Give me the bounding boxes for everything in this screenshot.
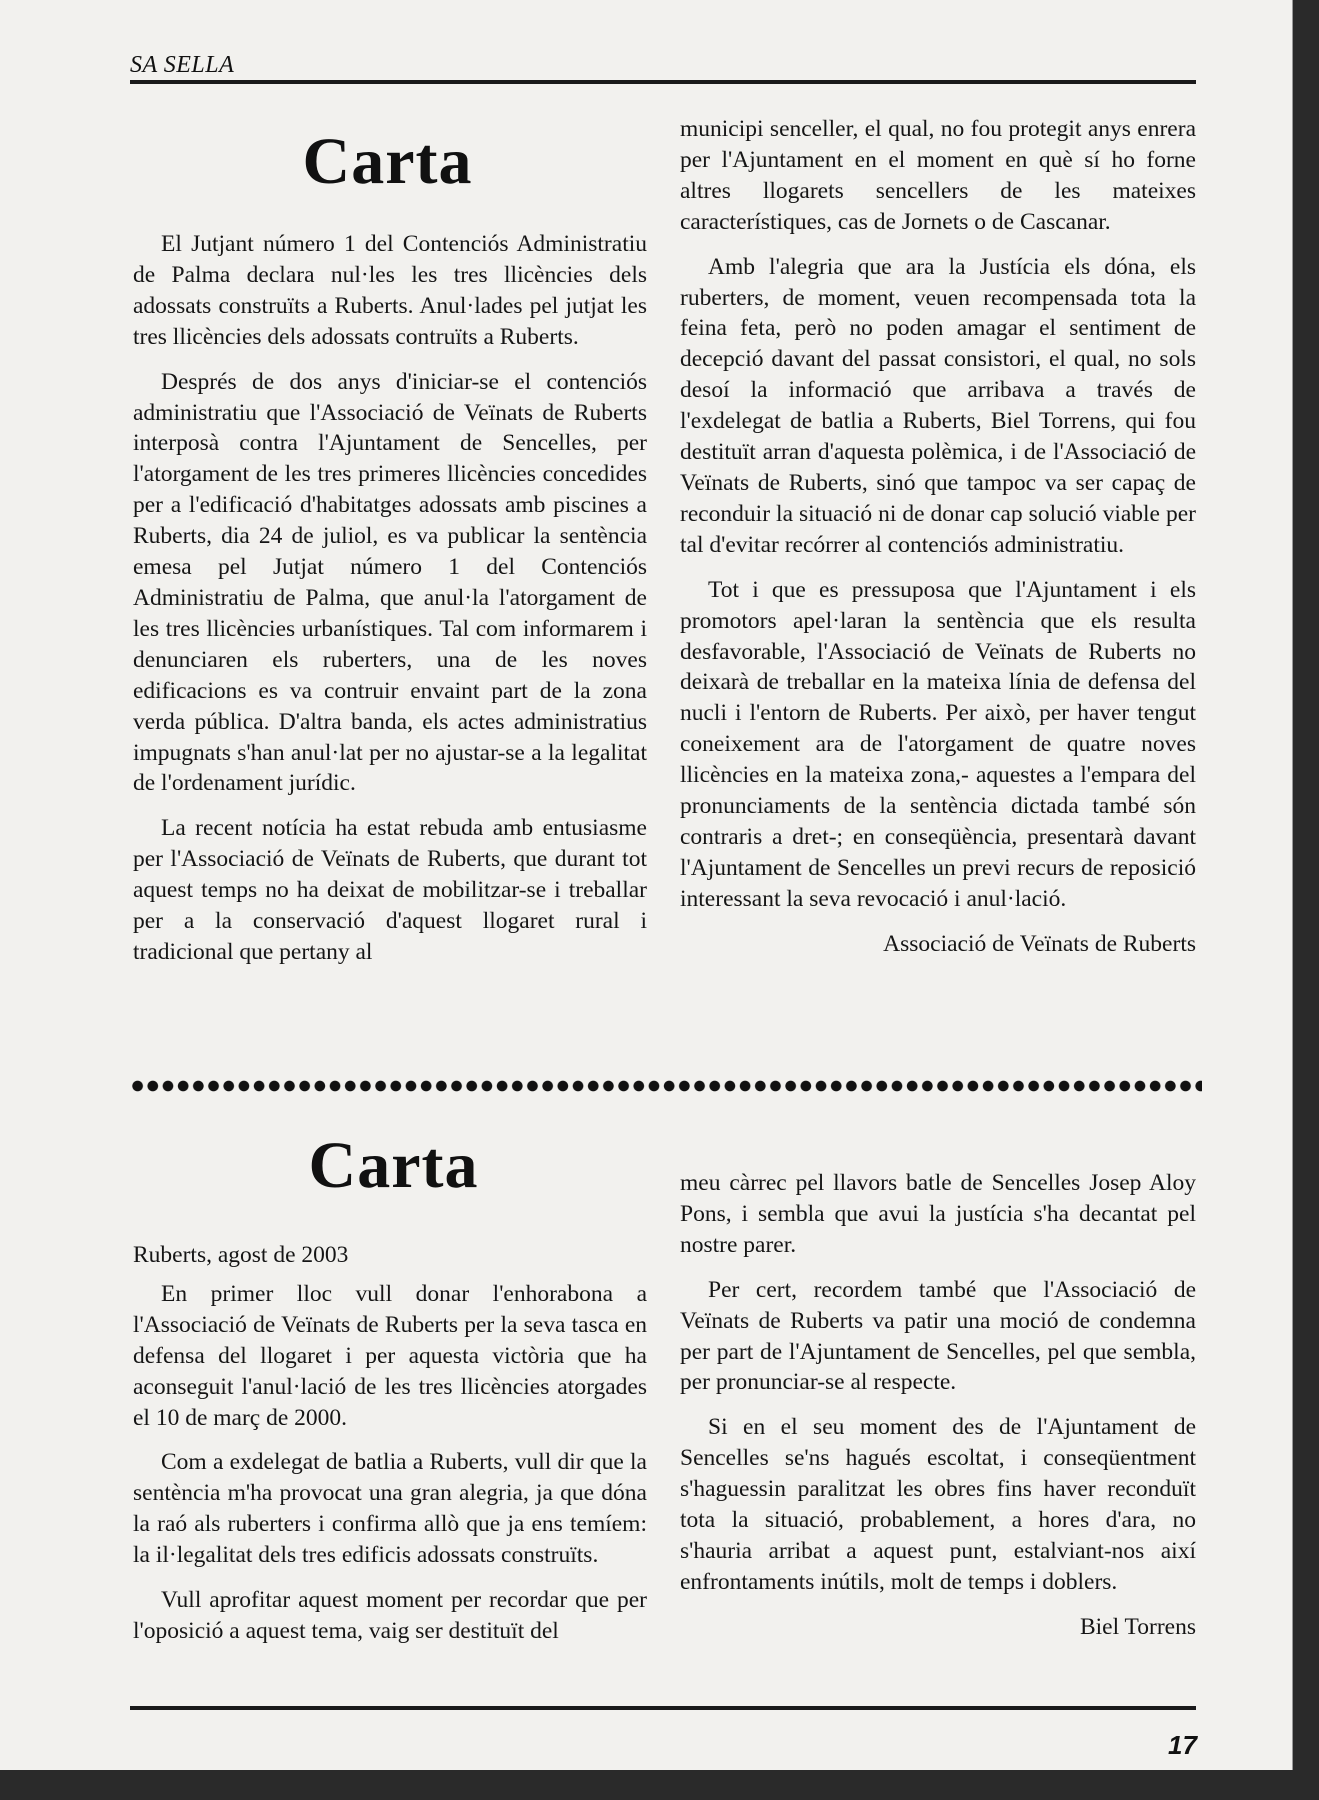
article2-left-column <box>133 1240 647 1647</box>
article2-paragraph: Per cert, recordem també que l'Associació de Veïnats de Ruberts va patir una moció de condemna per part de l'Ajuntament de Sencelles, pel que sembla, per pronunciar-se al respecte. <box>680 1276 1196 1396</box>
article1-title: Carta <box>302 125 473 198</box>
article1-paragraph: municipi senceller, el qual, no fou protegit anys enrera per l'Ajuntament en el moment en què sí ho forne altres llogarets sencellers de les mateixes característiques, cas de Jornets o de Cascanar. <box>680 116 1196 235</box>
article1-paragraph: Amb l'alegria que ara la Justícia els dóna, els ruberters, de moment, veuen recompensada tota la feina feta, però no poden amagar el sentiment de decepció davant del passat consistori, el qual, no sols desoí la informació que arribava a través de l'exdelegat de batlia a Ruberts, Biel Torrens, qui fou destituït arran d'aquesta polèmica, i de l'Associació de Veïnats de Ruberts, sinó que tampoc va ser capaç de reconduir la situació ni de donar cap solució viable per tal d'evitar recórrer al contenciós administratiu. <box>680 253 1196 558</box>
article2-paragraph: En primer lloc vull donar l'enhorabona a l'Associació de Veïnats de Ruberts per la seva tasca en defensa del llogaret i per aquesta victòria que ha aconseguit l'anul·lació de les tres llicències atorgades el 10 de març de 2000. <box>133 1280 647 1431</box>
article2-title: Carta <box>308 1129 479 1202</box>
article2-dateline: Ruberts, agost de 2003 <box>133 1242 349 1268</box>
article1-paragraph: Tot i que es pressuposa que l'Ajuntament i els promotors apel·laran la sentència que els resulta desfavorable, l'Associació de Veïnats de Ruberts no deixarà de treballar en la mateixa línia de defensa del nucli i l'entorn de Ruberts. Per això, per haver tengut coneixement ara de l'atorgament de quatre noves llicències en la mateixa zona,- aquestes a l'empara del pronunciaments de la sentència dictada també són contraris a dret-; en conseqüència, presentarà davant l'Ajuntament de Sencelles un previ recurs de reposició interessant la seva revocació i anul·lació. <box>680 576 1196 912</box>
running-head: SA SELLA <box>130 52 235 78</box>
article2-paragraph: Com a exdelegat de batlia a Ruberts, vull dir que la sentència m'ha provocat una gran alegria, ja que dóna la raó als ruberters i confirma allò que ja ens temíem: la il·legalitat dels tres edificis adossats construïts. <box>133 1449 647 1569</box>
article2-paragraph: Vull aprofitar aquest moment per recordar que per l'oposició a aquest tema, vaig ser destituït del <box>133 1587 647 1644</box>
header-rule <box>130 80 1196 84</box>
article2-paragraph: meu càrrec pel llavors batle de Sencelles Josep Aloy Pons, i sembla que avui la justícia s'ha decantat pel nostre parer. <box>680 1170 1196 1258</box>
article2-right-column <box>680 1168 1196 1657</box>
article1-right-column <box>680 114 1196 974</box>
article2-signature: Biel Torrens <box>1079 1613 1196 1640</box>
footer-rule <box>130 1706 1196 1710</box>
dotted-separator <box>130 1078 1202 1094</box>
article1-signature: Associació de Veïnats de Ruberts <box>883 930 1196 957</box>
article1-left-column <box>133 229 647 968</box>
article2-paragraph: Si en el seu moment des de l'Ajuntament de Sencelles se'ns hagués escoltat, i conseqüentment s'haguessin paralitzat les obres fins haver reconduït tota la situació, probablement, a hores d'ara, no s'hauria arribat a aquest punt, estalviant-nos així enfrontaments inútils, molt de temps i doblers. <box>680 1414 1196 1595</box>
article1-paragraph: El Jutjant número 1 del Contenciós Administratiu de Palma declara nul·les les tres llicències dels adossats construïts a Ruberts. Anul·lades pel jutjat les tres llicències dels adossats contruïts a Ruberts. <box>133 231 647 350</box>
article1-paragraph: La recent notícia ha estat rebuda amb entusiasme per l'Associació de Veïnats de Ruberts, que durant tot aquest temps no ha deixat de mobilitzar-se i treballar per a la conservació d'aquest llogaret rural i tradicional que pertany al <box>133 815 647 965</box>
page-number: 17 <box>1168 1730 1197 1760</box>
article1-paragraph: Després de dos anys d'iniciar-se el contenciós administratiu que l'Associació de Veïnats de Ruberts interposà contra l'Ajuntament de Sencelles, per l'atorgament de les tres primeres llicències concedides per a l'edificació d'habitatges adossats amb piscines a Ruberts, dia 24 de juliol, es va publicar la sentència emesa pel Jutjat número 1 del Contenciós Administratiu de Palma, que anul·la l'atorgament de les tres llicències urbanístiques. Tal com informarem i denunciaren els ruberters, una de les noves edificacions es va contruir envaint part de la zona verda pública. D'altra banda, els actes administratius impugnats s'han anul·lat per no ajustar-se a la legalitat de l'ordenament jurídic. <box>133 368 647 797</box>
